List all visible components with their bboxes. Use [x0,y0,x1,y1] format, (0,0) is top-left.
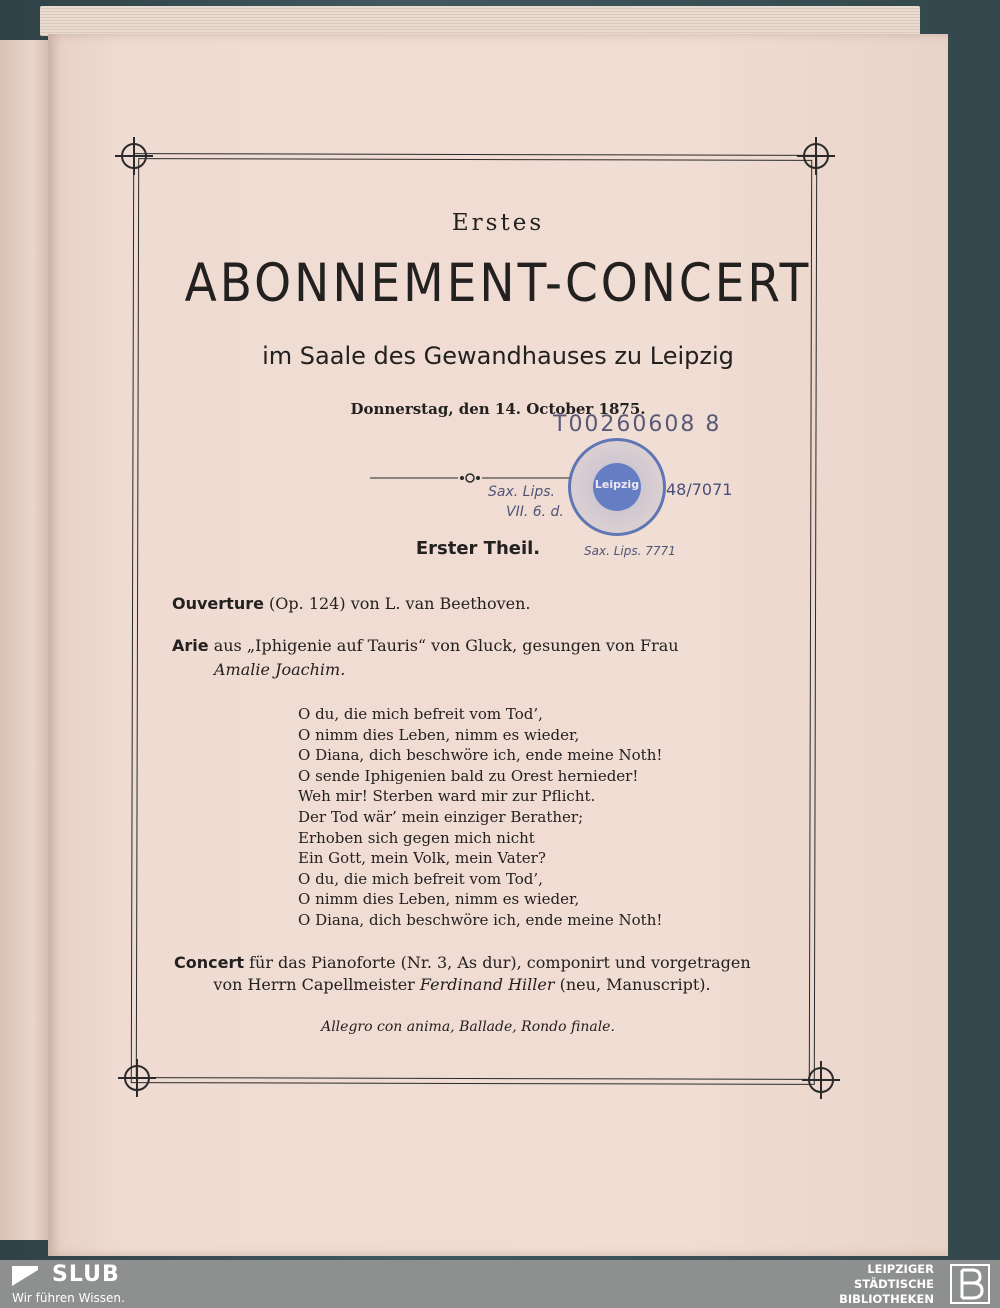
verse-line: O nimm dies Leben, nimm es wieder, [298,725,580,744]
divider-ornament-icon [370,473,570,483]
heading-ordinal: Erstes [451,210,545,236]
frame-corner-ornament-icon [121,143,147,169]
movements-list: Allegro con anima, Ballade, Rondo finale. [321,1019,615,1035]
verse-line: O Diana, dich beschwöre ich, ende meine Noth! [298,910,663,929]
partner-name-line: LEIPZIGER [867,1262,934,1276]
partner-name-line: BIBLIOTHEKEN [839,1292,934,1306]
verse-line: Weh mir! Sterben ward mir zur Pflicht. [298,787,596,806]
page-stack-top-edge [40,6,920,36]
stamp-text: Leipzig [594,478,640,491]
shelfmark-line-2: VII. 6. d. [506,504,564,520]
library-stamp [568,438,666,536]
performer-name: Amalie Joachim. [214,660,346,679]
item-text: (neu, Manuscript). [559,975,711,994]
viewer-footer-bar [0,1260,1000,1308]
slub-logo-icon[interactable] [12,1266,38,1286]
frame-corner-ornament-icon [803,143,829,169]
item-label: Concert [174,953,244,972]
verse-line: Erhoben sich gegen mich nicht [298,828,535,847]
section-heading: Erster Theil. [415,538,541,559]
item-text: für das Pianoforte (Nr. 3, As dur), componirt und vorgetragen [249,953,751,972]
handwritten-signature-code: T00260608 8 [553,412,722,437]
item-text-line-2 [174,974,794,996]
page-title: ABONNEMENT-CONCERT [184,252,812,315]
partner-name-line: STÄDTISCHE [853,1277,934,1291]
program-item-concert [174,952,794,996]
verse-line: O du, die mich befreit vom Tod’, [298,705,543,723]
program-item-arie [172,633,792,658]
aria-verse [298,704,662,931]
venue-subtitle: im Saale des Gewandhauses zu Leipzig [262,342,734,370]
item-text: aus „Iphigenie auf Tauris“ von Gluck, gesungen von Frau [213,636,679,655]
frame-corner-ornament-icon [124,1065,150,1091]
verse-line: O nimm dies Leben, nimm es wieder, [298,890,580,909]
shelfmark-line-1: Sax. Lips. [488,484,555,500]
performer-name: Ferdinand Hiller [419,975,555,994]
verse-line: O du, die mich befreit vom Tod’, [298,869,543,888]
item-text: (Op. 124) von L. van Beethoven. [269,594,531,613]
partner-logo-icon[interactable] [950,1264,990,1304]
verse-line: O Diana, dich beschwöre ich, ende meine Noth! [298,746,663,765]
slub-brand[interactable]: SLUB [52,1262,120,1287]
slub-tagline: Wir führen Wissen. [12,1291,125,1305]
verse-line: Der Tod wär’ mein einziger Berather; [298,807,584,826]
item-label: Arie [172,636,209,655]
handwritten-number: 48/7071 [666,480,733,499]
item-text: von Herrn Capellmeister [213,975,415,994]
frame-corner-ornament-icon [808,1067,834,1093]
program-item-overture [172,591,792,616]
verse-line: Ein Gott, mein Volk, mein Vater? [298,849,546,868]
scanned-page [48,34,948,1256]
verse-line: O sende Iphigenien bald zu Orest hernieder! [298,766,639,785]
concert-date: Donnerstag, den 14. October 1875. [350,400,646,418]
item-label: Ouverture [172,594,264,613]
partner-library-name[interactable] [839,1262,934,1307]
shelfmark-line-3: Sax. Lips. 7771 [584,544,676,558]
left-page-edge [0,40,54,1240]
